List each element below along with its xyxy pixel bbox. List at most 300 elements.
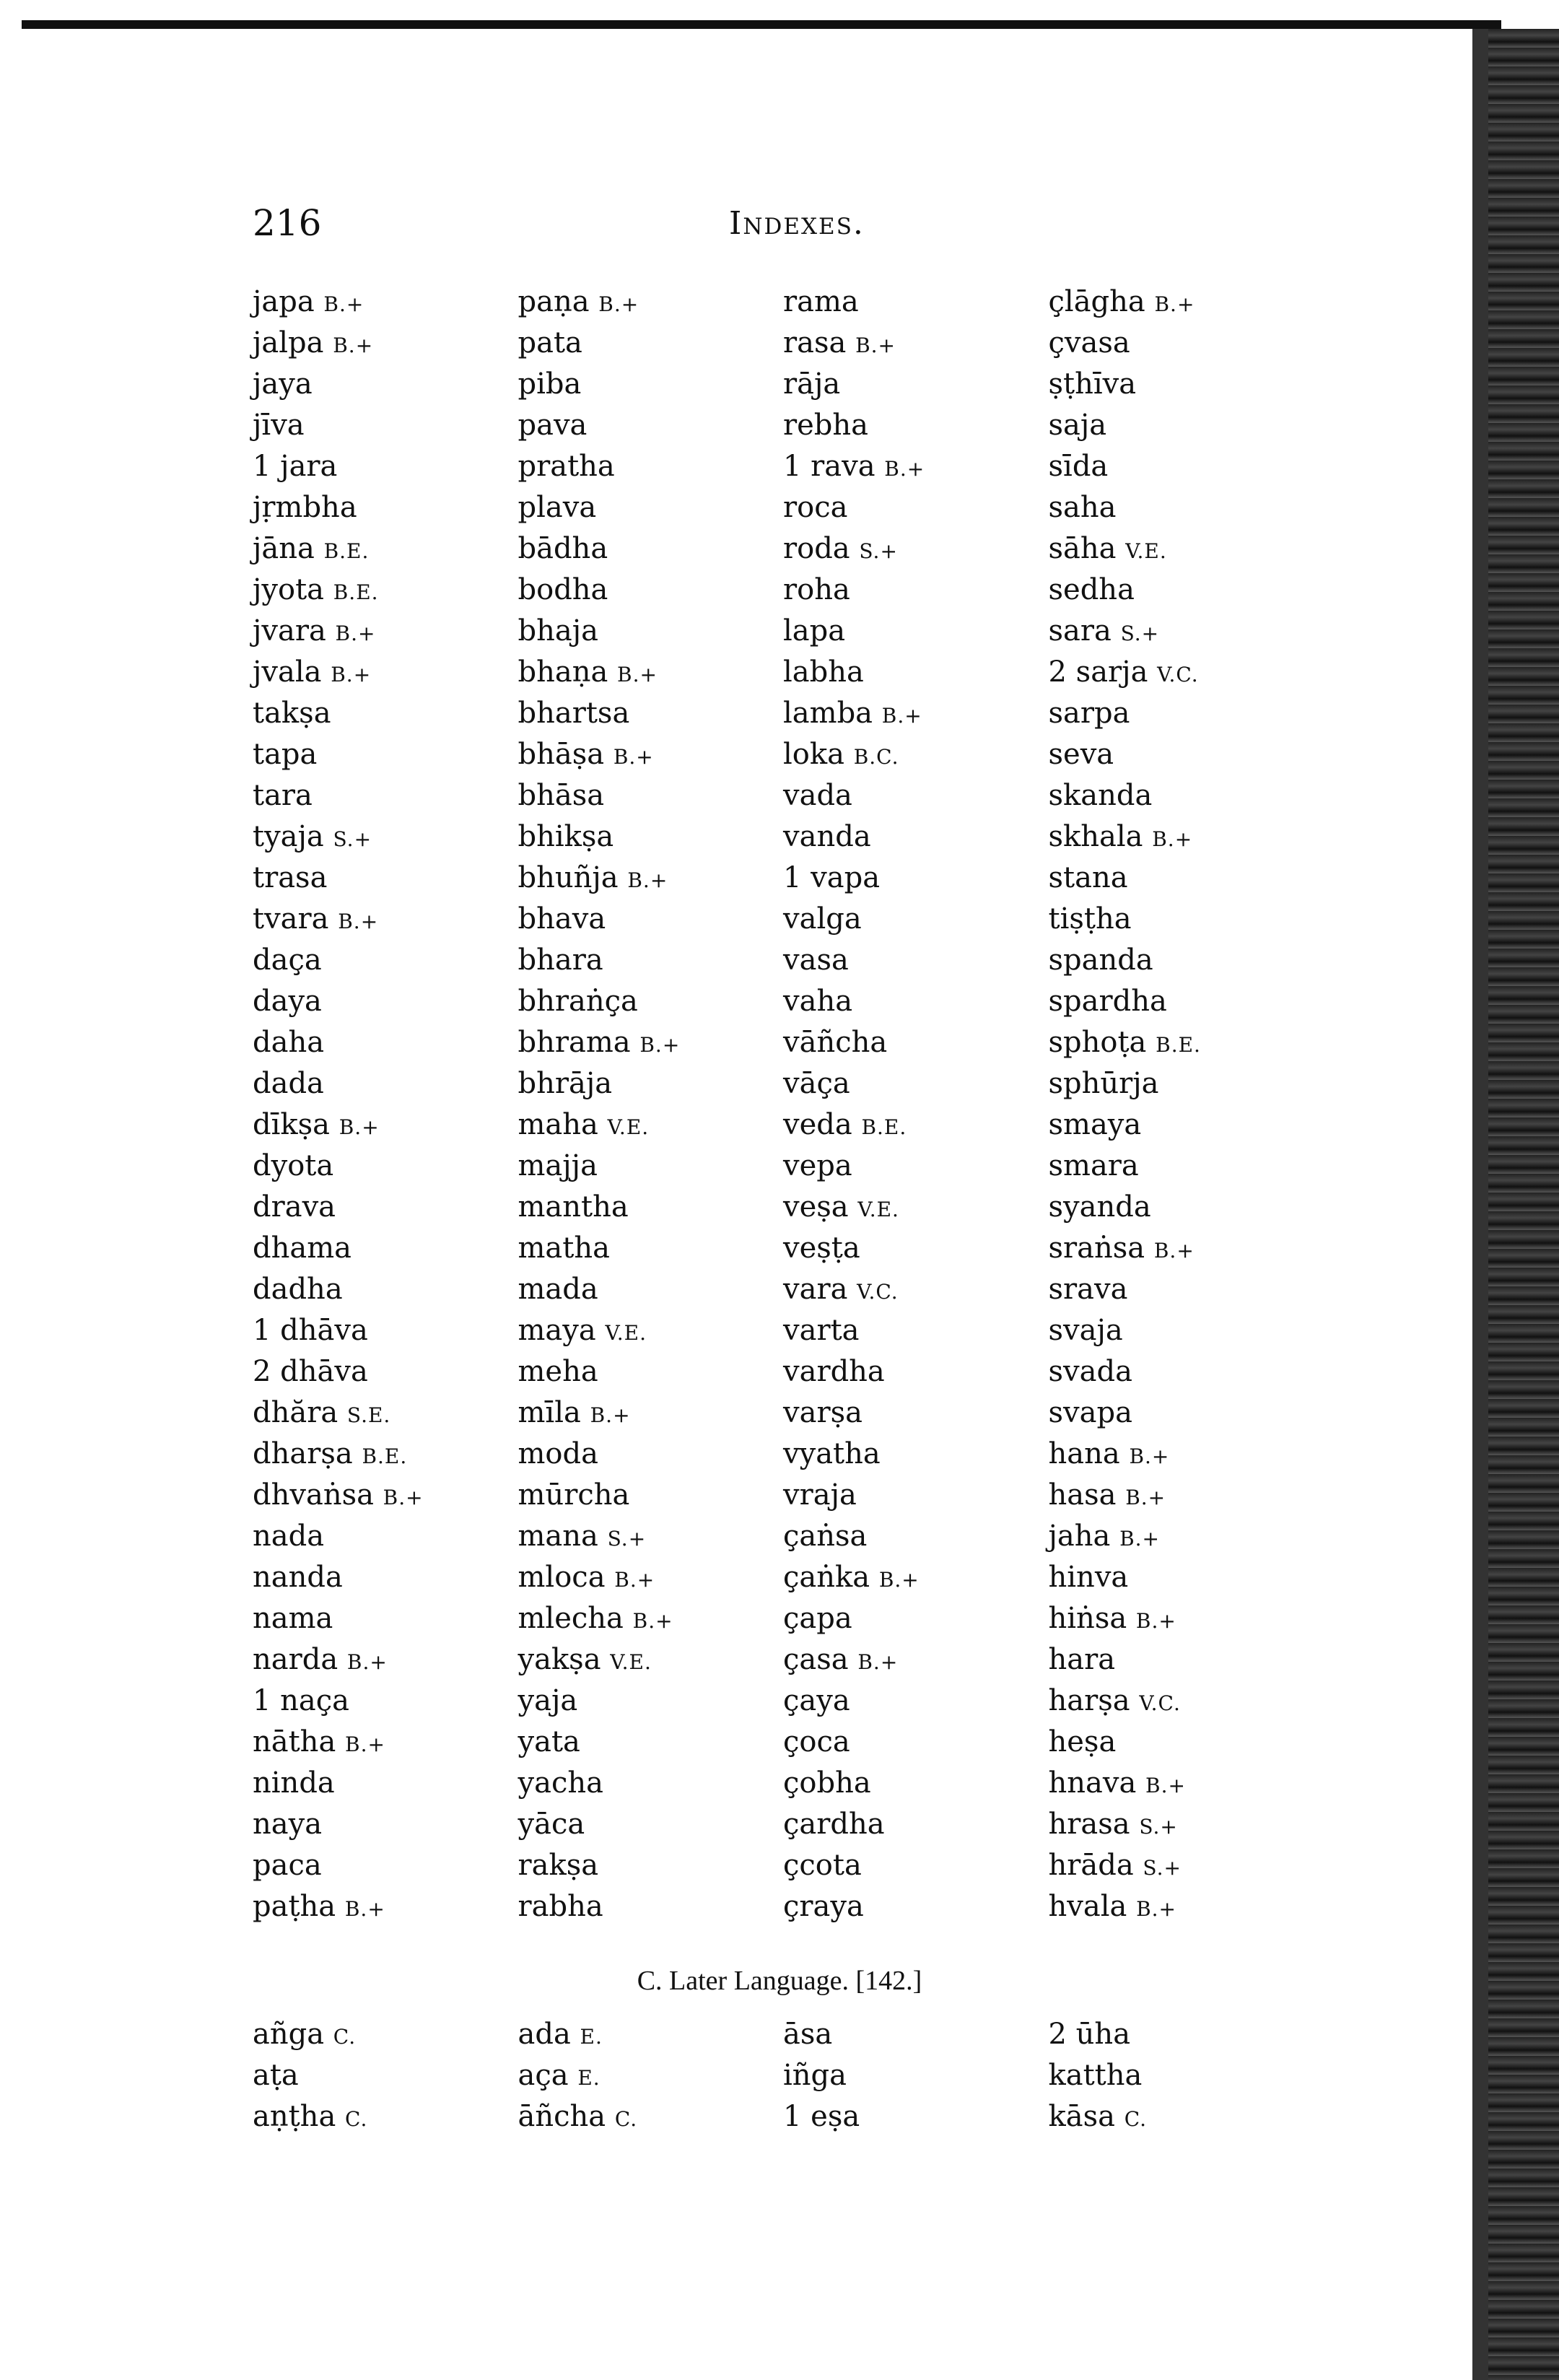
entry-word: veṣa bbox=[783, 1190, 849, 1224]
entry-word: āsa bbox=[783, 2018, 833, 2051]
entry-word: labha bbox=[783, 655, 864, 689]
entry-source-tag: B.+ bbox=[1145, 1774, 1186, 1797]
index-entry bbox=[518, 1146, 762, 1187]
index-entry bbox=[783, 1392, 1027, 1434]
entry-source-tag: S.E. bbox=[346, 1403, 391, 1427]
index-entry bbox=[518, 1063, 762, 1104]
index-entry bbox=[518, 1475, 762, 1516]
index-entry bbox=[253, 1146, 497, 1187]
entry-word: çobha bbox=[783, 1766, 871, 1800]
entry-word: paca bbox=[253, 1849, 322, 1882]
index-entry bbox=[518, 1681, 762, 1722]
entry-word: iñga bbox=[783, 2059, 847, 2092]
entry-source-tag: B.+ bbox=[1152, 827, 1193, 851]
entry-source-tag: B.+ bbox=[1129, 1444, 1170, 1468]
entry-source-tag: C. bbox=[1124, 2107, 1148, 2131]
index-entry bbox=[253, 1187, 497, 1228]
entry-word: paṭha bbox=[253, 1890, 336, 1923]
entry-word: hrāda bbox=[1048, 1849, 1134, 1882]
entry-word: bhāṣa bbox=[518, 738, 605, 771]
entry-word: skanda bbox=[1048, 779, 1153, 812]
entry-word: veṣṭa bbox=[783, 1232, 860, 1265]
entry-word: mīla bbox=[518, 1396, 581, 1429]
entry-source-tag: B.+ bbox=[338, 910, 379, 933]
entry-word: mada bbox=[518, 1273, 598, 1306]
entry-source-tag: V.E. bbox=[610, 1650, 652, 1674]
index-entry bbox=[1049, 1681, 1293, 1722]
entry-source-tag: S.+ bbox=[333, 827, 372, 851]
index-entry bbox=[518, 323, 762, 364]
index-entry bbox=[253, 1681, 497, 1722]
entry-word: bhrāja bbox=[518, 1067, 613, 1100]
entry-source-tag: B.E. bbox=[1156, 1033, 1201, 1057]
entry-word: piba bbox=[518, 367, 582, 401]
entry-word: spardha bbox=[1048, 985, 1167, 1018]
index-entry bbox=[1049, 1351, 1293, 1392]
entry-source-tag: S.+ bbox=[1120, 622, 1160, 645]
index-entry bbox=[253, 775, 497, 816]
index-entry bbox=[1049, 282, 1293, 323]
index-entry bbox=[253, 570, 497, 611]
index-entry bbox=[1049, 487, 1293, 528]
index-entry bbox=[518, 1722, 762, 1763]
index-entry bbox=[518, 528, 762, 570]
index-entry bbox=[253, 528, 497, 570]
index-column bbox=[1049, 2014, 1293, 2137]
entry-word: 1 rava bbox=[783, 450, 875, 483]
index-entry bbox=[1049, 899, 1293, 940]
entry-source-tag: S.+ bbox=[1143, 1856, 1182, 1880]
index-entry bbox=[253, 693, 497, 734]
index-entry bbox=[253, 940, 497, 981]
index-entry bbox=[783, 570, 1027, 611]
index-entry bbox=[253, 364, 497, 405]
index-entry bbox=[518, 1639, 762, 1681]
index-entry bbox=[518, 1434, 762, 1475]
entry-word: çaṅsa bbox=[783, 1520, 868, 1553]
entry-word: añga bbox=[253, 2018, 325, 2051]
entry-word: loka bbox=[783, 738, 844, 771]
entry-word: kattha bbox=[1048, 2059, 1143, 2092]
index-entry bbox=[518, 1228, 762, 1269]
index-entry bbox=[253, 816, 497, 858]
entry-word: dyota bbox=[253, 1149, 334, 1182]
index-entry bbox=[783, 1146, 1027, 1187]
entry-word: dadha bbox=[253, 1273, 343, 1306]
index-entry bbox=[253, 487, 497, 528]
entry-source-tag: B.+ bbox=[344, 1897, 385, 1921]
index-entry bbox=[518, 940, 762, 981]
entry-word: lamba bbox=[783, 697, 873, 730]
entry-source-tag: V.C. bbox=[1139, 1691, 1181, 1715]
index-entry bbox=[1049, 858, 1293, 899]
entry-word: tvara bbox=[253, 902, 329, 936]
entry-word: hnava bbox=[1048, 1766, 1137, 1800]
index-entry bbox=[253, 1104, 497, 1146]
entry-word: yacha bbox=[518, 1766, 603, 1800]
entry-word: vanda bbox=[783, 820, 871, 853]
entry-word: moda bbox=[518, 1437, 598, 1470]
entry-word: aṇṭha bbox=[253, 2100, 336, 2133]
entry-word: svaja bbox=[1048, 1314, 1123, 1347]
index-entry bbox=[518, 1392, 762, 1434]
entry-word: maya bbox=[518, 1314, 596, 1347]
index-entry bbox=[518, 282, 762, 323]
entry-word: hasa bbox=[1048, 1478, 1117, 1512]
entry-word: vepa bbox=[783, 1149, 852, 1182]
index-entry bbox=[518, 652, 762, 693]
index-entry bbox=[253, 1557, 497, 1598]
index-entry bbox=[783, 652, 1027, 693]
index-entry bbox=[1049, 1269, 1293, 1310]
entry-source-tag: B.+ bbox=[639, 1033, 681, 1057]
entry-word: yaja bbox=[518, 1684, 578, 1717]
index-entry bbox=[783, 1310, 1027, 1351]
entry-source-tag: B.+ bbox=[857, 1650, 899, 1674]
index-entry bbox=[783, 1804, 1027, 1845]
index-entry bbox=[253, 1763, 497, 1804]
entry-source-tag: B.+ bbox=[613, 745, 654, 769]
entry-word: daya bbox=[253, 985, 322, 1018]
index-entry bbox=[783, 734, 1027, 775]
entry-word: çapa bbox=[783, 1602, 852, 1635]
index-entry bbox=[783, 1886, 1027, 1927]
entry-word: çardha bbox=[783, 1808, 885, 1841]
entry-word: vāñcha bbox=[783, 1026, 888, 1059]
index-entry bbox=[253, 1228, 497, 1269]
entry-word: trasa bbox=[253, 861, 328, 894]
index-entry bbox=[253, 282, 497, 323]
entry-word: syanda bbox=[1048, 1190, 1151, 1224]
index-entry bbox=[518, 1269, 762, 1310]
entry-word: spanda bbox=[1048, 943, 1153, 977]
index-entry bbox=[518, 1804, 762, 1845]
index-entry bbox=[783, 405, 1027, 446]
index-column bbox=[253, 2014, 497, 2137]
index-entry bbox=[253, 1269, 497, 1310]
index-entry bbox=[253, 1310, 497, 1351]
index-entry bbox=[518, 1845, 762, 1886]
entry-word: çasa bbox=[783, 1643, 849, 1676]
entry-source-tag: C. bbox=[345, 2107, 368, 2131]
index-entry bbox=[518, 1187, 762, 1228]
entry-word: paṇa bbox=[518, 285, 590, 318]
entry-word: valga bbox=[783, 902, 862, 936]
index-entry bbox=[518, 1557, 762, 1598]
index-entry bbox=[783, 1475, 1027, 1516]
entry-word: rakṣa bbox=[518, 1849, 599, 1882]
index-entry bbox=[518, 1104, 762, 1146]
index-entry bbox=[253, 1598, 497, 1639]
entry-word: nanda bbox=[253, 1561, 343, 1594]
index-entry bbox=[783, 1228, 1027, 1269]
entry-word: sāha bbox=[1048, 532, 1117, 565]
entry-word: tara bbox=[253, 779, 313, 812]
entry-word: dhvaṅsa bbox=[253, 1478, 374, 1512]
entry-source-tag: B.+ bbox=[335, 622, 376, 645]
entry-source-tag: B.+ bbox=[323, 292, 364, 316]
index-entry bbox=[518, 2055, 762, 2096]
entry-word: plava bbox=[518, 491, 597, 524]
entry-word: daça bbox=[253, 943, 322, 977]
running-title: Indexes. bbox=[729, 205, 865, 242]
index-entry bbox=[783, 1598, 1027, 1639]
entry-source-tag: B.+ bbox=[632, 1609, 673, 1633]
entry-source-tag: B.E. bbox=[861, 1115, 907, 1139]
entry-source-tag: B.C. bbox=[853, 745, 899, 769]
entry-word: vara bbox=[783, 1273, 848, 1306]
index-entry bbox=[518, 981, 762, 1022]
index-entry bbox=[253, 405, 497, 446]
index-column bbox=[518, 282, 762, 1927]
index-entry bbox=[1049, 1845, 1293, 1886]
entry-word: seva bbox=[1048, 738, 1114, 771]
index-entry bbox=[253, 1475, 497, 1516]
entry-word: pata bbox=[518, 326, 582, 359]
entry-source-tag: V.C. bbox=[857, 1280, 899, 1304]
index-entry bbox=[783, 1516, 1027, 1557]
entry-word: sedha bbox=[1048, 573, 1135, 606]
entry-word: bhaṇa bbox=[518, 655, 608, 689]
index-entry bbox=[1049, 1310, 1293, 1351]
index-entry bbox=[518, 1351, 762, 1392]
page-edge-shadow bbox=[1472, 29, 1488, 2380]
entry-source-tag: S.+ bbox=[859, 539, 898, 563]
entry-word: takṣa bbox=[253, 697, 331, 730]
index-entry bbox=[783, 323, 1027, 364]
entry-word: roda bbox=[783, 532, 850, 565]
entry-word: rāja bbox=[783, 367, 841, 401]
index-entry bbox=[783, 1845, 1027, 1886]
index-entry bbox=[253, 858, 497, 899]
index-entry bbox=[518, 570, 762, 611]
entry-word: yata bbox=[518, 1725, 580, 1758]
entry-word: jyota bbox=[253, 573, 325, 606]
index-entry bbox=[518, 1516, 762, 1557]
index-entry bbox=[783, 1104, 1027, 1146]
entry-word: ada bbox=[518, 2018, 571, 2051]
entry-source-tag: B.+ bbox=[627, 868, 668, 892]
index-entry bbox=[518, 611, 762, 652]
entry-word: roha bbox=[783, 573, 850, 606]
entry-source-tag: B.+ bbox=[333, 334, 374, 357]
entry-word: vyatha bbox=[783, 1437, 881, 1470]
index-entry bbox=[1049, 2055, 1293, 2096]
entry-word: tyaja bbox=[253, 820, 324, 853]
index-entry bbox=[1049, 1022, 1293, 1063]
entry-word: bhrama bbox=[518, 1026, 631, 1059]
index-entry bbox=[1049, 1228, 1293, 1269]
page-edge bbox=[1488, 29, 1559, 2380]
entry-word: ṣṭhīva bbox=[1048, 367, 1137, 401]
entry-word: 2 sarja bbox=[1048, 655, 1148, 689]
entry-word: smara bbox=[1048, 1149, 1139, 1182]
entry-word: 2 ūha bbox=[1048, 2018, 1131, 2051]
entry-word: dharṣa bbox=[253, 1437, 353, 1470]
entry-word: kāsa bbox=[1048, 2100, 1115, 2133]
entry-word: çoca bbox=[783, 1725, 850, 1758]
entry-word: hrasa bbox=[1048, 1808, 1130, 1841]
entry-word: bhartsa bbox=[518, 697, 630, 730]
index-entry bbox=[1049, 1392, 1293, 1434]
index-entry bbox=[518, 899, 762, 940]
index-entry bbox=[518, 1598, 762, 1639]
index-entry bbox=[1049, 1804, 1293, 1845]
entry-word: bhaja bbox=[518, 614, 598, 648]
entry-source-tag: C. bbox=[333, 2025, 357, 2049]
index-entry bbox=[1049, 364, 1293, 405]
index-entry bbox=[253, 1022, 497, 1063]
entry-word: sarpa bbox=[1048, 697, 1130, 730]
entry-source-tag: B.+ bbox=[614, 1568, 655, 1592]
index-entry bbox=[783, 981, 1027, 1022]
entry-word: rama bbox=[783, 285, 859, 318]
entry-word: vardha bbox=[783, 1355, 885, 1388]
index-entry bbox=[783, 816, 1027, 858]
index-entry bbox=[518, 2096, 762, 2137]
entry-word: mantha bbox=[518, 1190, 629, 1224]
entry-word: dada bbox=[253, 1067, 324, 1100]
index-entry bbox=[783, 940, 1027, 981]
index-entry bbox=[518, 816, 762, 858]
index-section-c bbox=[253, 2014, 1292, 2137]
entry-source-tag: B.+ bbox=[1153, 1239, 1195, 1263]
entry-word: narda bbox=[253, 1643, 339, 1676]
index-entry bbox=[1049, 734, 1293, 775]
entry-word: vada bbox=[783, 779, 852, 812]
entry-word: jalpa bbox=[253, 326, 324, 359]
entry-word: 2 dhāva bbox=[253, 1355, 368, 1388]
entry-source-tag: E. bbox=[580, 2025, 603, 2049]
index-entry bbox=[1049, 1187, 1293, 1228]
index-entry bbox=[253, 2014, 497, 2055]
entry-word: mloca bbox=[518, 1561, 606, 1594]
index-entry bbox=[783, 858, 1027, 899]
index-entry bbox=[253, 1063, 497, 1104]
entry-source-tag: B.+ bbox=[884, 457, 925, 481]
index-entry bbox=[253, 323, 497, 364]
index-entry bbox=[1049, 405, 1293, 446]
entry-word: jaya bbox=[253, 367, 313, 401]
index-entry bbox=[1049, 1063, 1293, 1104]
index-entry bbox=[783, 899, 1027, 940]
page-header bbox=[253, 202, 1429, 253]
index-entry bbox=[1049, 1557, 1293, 1598]
entry-word: drava bbox=[253, 1190, 336, 1224]
index-entry bbox=[783, 1722, 1027, 1763]
entry-word: majja bbox=[518, 1149, 598, 1182]
index-entry bbox=[1049, 611, 1293, 652]
entry-word: çvasa bbox=[1048, 326, 1130, 359]
index-entry bbox=[253, 1804, 497, 1845]
index-column bbox=[253, 282, 497, 1927]
index-entry bbox=[1049, 1516, 1293, 1557]
entry-source-tag: B.+ bbox=[590, 1403, 631, 1427]
entry-word: vraja bbox=[783, 1478, 857, 1512]
index-entry bbox=[253, 1392, 497, 1434]
entry-word: tiṣṭha bbox=[1048, 902, 1132, 936]
index-entry bbox=[1049, 981, 1293, 1022]
index-entry bbox=[783, 1187, 1027, 1228]
entry-word: dīkṣa bbox=[253, 1108, 331, 1141]
index-entry bbox=[1049, 1146, 1293, 1187]
entry-word: bhāsa bbox=[518, 779, 605, 812]
index-section-b bbox=[253, 282, 1292, 1927]
entry-word: sphūrja bbox=[1048, 1067, 1159, 1100]
entry-word: jvara bbox=[253, 614, 326, 648]
entry-word: nātha bbox=[253, 1725, 336, 1758]
entry-word: sphoṭa bbox=[1048, 1026, 1147, 1059]
entry-word: ninda bbox=[253, 1766, 335, 1800]
entry-word: yāca bbox=[518, 1808, 585, 1841]
entry-word: hana bbox=[1048, 1437, 1120, 1470]
entry-word: 1 vapa bbox=[783, 861, 881, 894]
entry-word: hara bbox=[1048, 1643, 1116, 1676]
index-entry bbox=[253, 1351, 497, 1392]
entry-word: vasa bbox=[783, 943, 849, 977]
index-entry bbox=[783, 775, 1027, 816]
index-entry bbox=[253, 1722, 497, 1763]
index-entry bbox=[253, 1516, 497, 1557]
index-entry bbox=[518, 775, 762, 816]
index-column bbox=[783, 2014, 1027, 2137]
entry-word: sraṅsa bbox=[1048, 1232, 1145, 1265]
entry-source-tag: B.+ bbox=[878, 1568, 920, 1592]
index-entry bbox=[783, 1351, 1027, 1392]
entry-word: meha bbox=[518, 1355, 598, 1388]
index-entry bbox=[1049, 446, 1293, 487]
index-entry bbox=[783, 1557, 1027, 1598]
entry-word: smaya bbox=[1048, 1108, 1142, 1141]
index-entry bbox=[1049, 2014, 1293, 2055]
entry-word: bhuñja bbox=[518, 861, 619, 894]
index-entry bbox=[1049, 1722, 1293, 1763]
index-entry bbox=[1049, 652, 1293, 693]
entry-source-tag: V.E. bbox=[1125, 539, 1167, 563]
entry-word: daha bbox=[253, 1026, 325, 1059]
entry-word: bādha bbox=[518, 532, 608, 565]
index-entry bbox=[253, 446, 497, 487]
index-entry bbox=[253, 611, 497, 652]
entry-word: mūrcha bbox=[518, 1478, 630, 1512]
index-entry bbox=[253, 2096, 497, 2137]
entry-word: dhăra bbox=[253, 1396, 339, 1429]
entry-word: stana bbox=[1048, 861, 1128, 894]
index-entry bbox=[783, 282, 1027, 323]
entry-word: jīva bbox=[253, 409, 305, 442]
entry-source-tag: B.E. bbox=[323, 539, 370, 563]
entry-word: bhraṅça bbox=[518, 985, 638, 1018]
entry-word: saja bbox=[1048, 409, 1107, 442]
entry-word: vaha bbox=[783, 985, 853, 1018]
index-entry bbox=[783, 693, 1027, 734]
entry-word: mlecha bbox=[518, 1602, 624, 1635]
entry-source-tag: B.+ bbox=[881, 704, 922, 728]
index-entry bbox=[1049, 940, 1293, 981]
entry-source-tag: V.E. bbox=[605, 1321, 647, 1345]
entry-source-tag: S.+ bbox=[607, 1527, 647, 1551]
entry-word: svapa bbox=[1048, 1396, 1132, 1429]
entry-word: japa bbox=[253, 285, 315, 318]
index-entry bbox=[1049, 1886, 1293, 1927]
page-number: 216 bbox=[253, 202, 322, 244]
entry-word: çraya bbox=[783, 1890, 864, 1923]
entry-source-tag: S.+ bbox=[1139, 1815, 1178, 1839]
index-entry bbox=[1049, 816, 1293, 858]
index-column bbox=[783, 282, 1027, 1927]
top-rule bbox=[22, 20, 1501, 29]
index-entry bbox=[518, 405, 762, 446]
